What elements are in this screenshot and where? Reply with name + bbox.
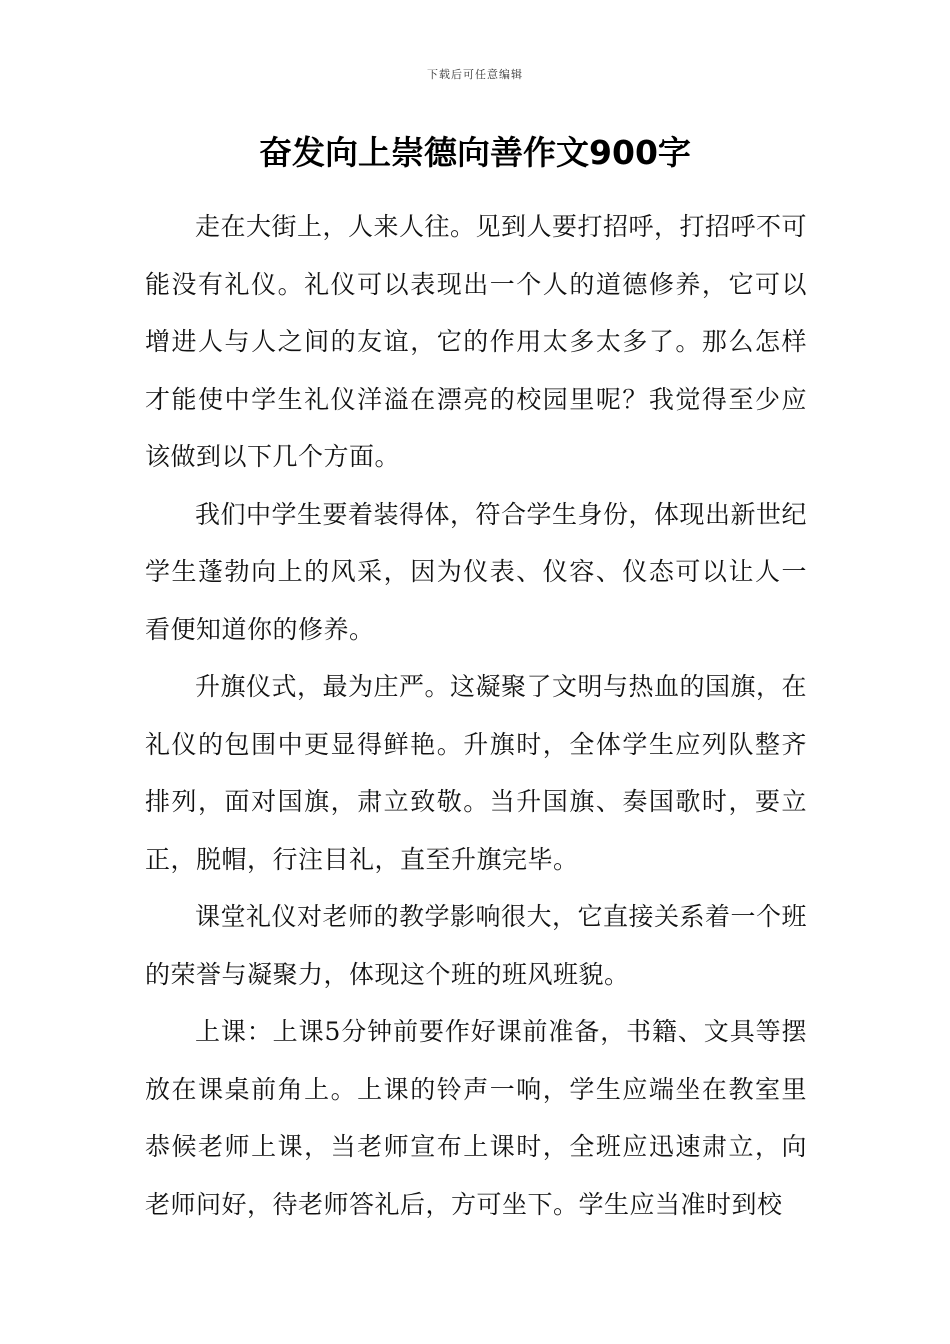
paragraph-5: 上课：上课5分钟前要作好课前准备，书籍、文具等摆放在课桌前角上。上课的铃声一响，学生应端坐在教室里恭候老师上课，当老师宣布上课时，全班应迅速肃立，向老师问好，待老师答礼后，方可坐下。学生应当准时到校	[145, 1017, 807, 1219]
document-body	[145, 198, 807, 1233]
paragraph-4: 课堂礼仪对老师的教学影响很大，它直接关系着一个班的荣誉与凝聚力，体现这个班的班风班貌。	[145, 902, 808, 989]
document-title: 奋发向上崇德向善作文900字	[259, 133, 691, 172]
header-note: 下载后可任意编辑	[427, 68, 523, 81]
paragraph-1: 走在大街上，人来人往。见到人要打招呼，打招呼不可能没有礼仪。礼仪可以表现出一个人的道德修养，它可以增进人与人之间的友谊，它的作用太多太多了。那么怎样才能使中学生礼仪洋溢在漂亮的校园里呢？我觉得至少应该做到以下几个方面。	[145, 212, 808, 471]
paragraph-3: 升旗仪式，最为庄严。这凝聚了文明与热血的国旗，在礼仪的包围中更显得鲜艳。升旗时，全体学生应列队整齐排列，面对国旗，肃立致敬。当升国旗、奏国歌时，要立正，脱帽，行注目礼，直至升旗完毕。	[145, 672, 808, 874]
paragraph-2: 我们中学生要着装得体，符合学生身份，体现出新世纪学生蓬勃向上的风采，因为仪表、仪容、仪态可以让人一看便知道你的修养。	[145, 499, 808, 644]
